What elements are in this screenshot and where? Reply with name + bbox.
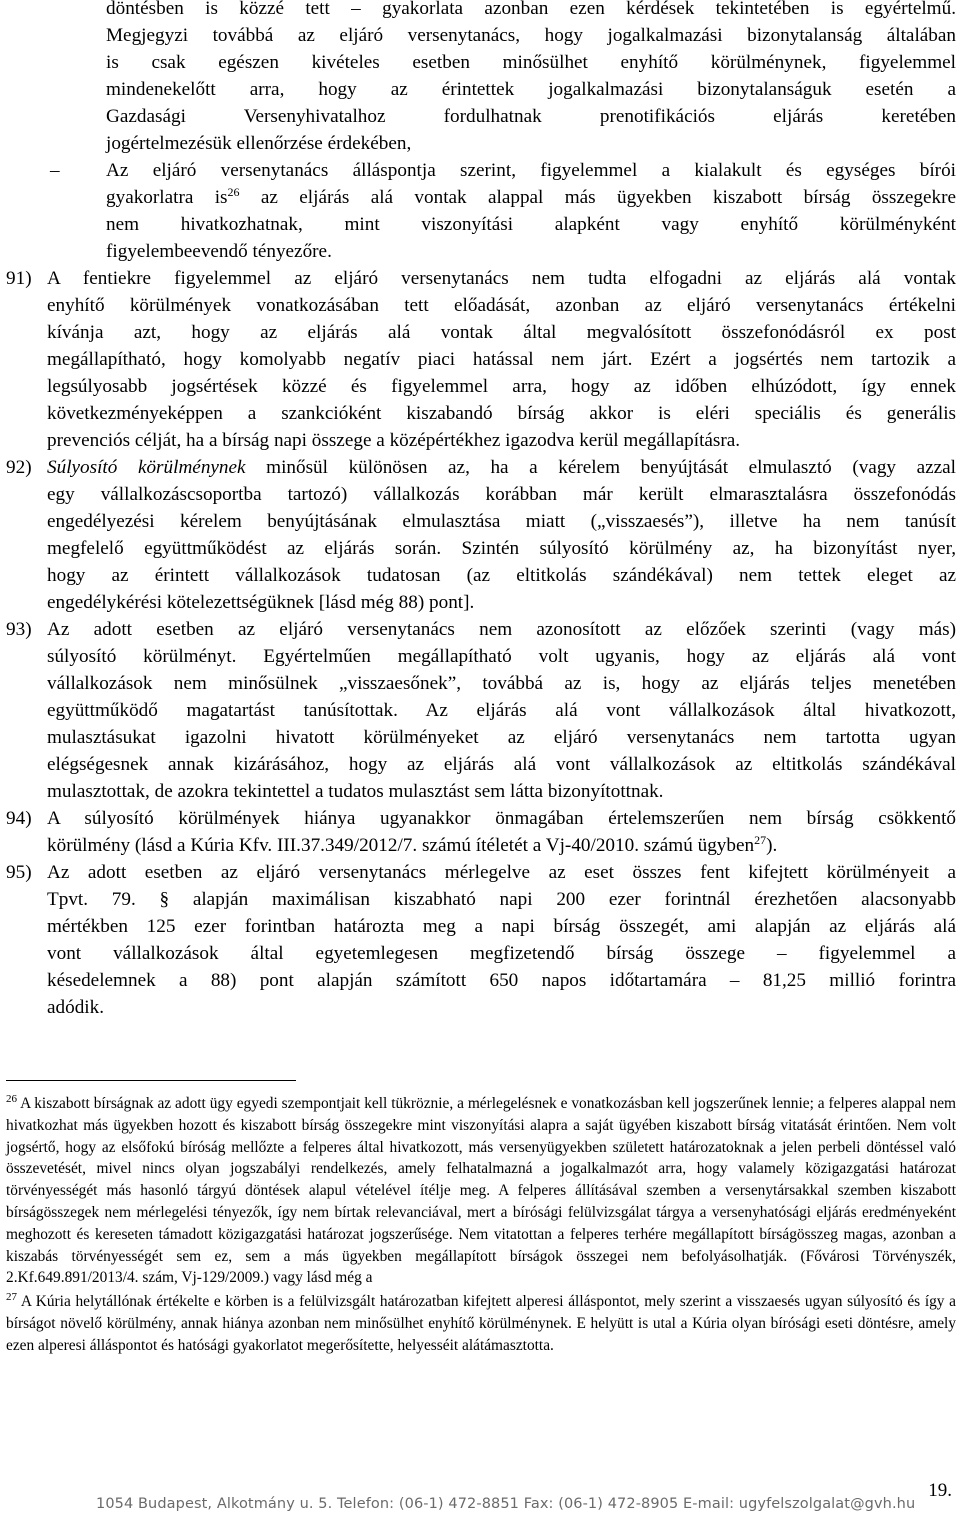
- bullet-item: [6, 157, 956, 265]
- text-segment: minősül különösen az, ha a kérelem benyújtását elmulasztó (vagy azzal: [245, 457, 957, 478]
- paragraph-number: 94): [6, 808, 32, 829]
- text-line: megfelelő együttműködést az eljárás során. Szintén súlyosító körülmény az, ha bizonyítást nyer,: [47, 538, 956, 559]
- text-segment: körülmény (lásd a Kúria Kfv. III.37.349/2012/7. számú ítéletét a Vj-40/2010. számú ügyben: [47, 835, 755, 856]
- text-line: [47, 454, 956, 481]
- bullet-line: nem hivatkozhatnak, mint viszonyítási alapként vagy enyhítő körülményként: [106, 214, 956, 235]
- intro-block: [6, 0, 956, 157]
- page-number: 19.: [928, 1480, 952, 1501]
- italic-term: Súlyosító körülménynek: [47, 457, 246, 478]
- text-line: legsúlyosabb jogsértések közzé és figyelemmel arra, hogy az időben elhúzódott, így ennek: [47, 376, 956, 397]
- text-line: Az adott esetben az eljáró versenytanács nem azonosított az előzőek szerinti (vagy más): [47, 619, 956, 640]
- text-line: mulasztottak, de azokra tekintettel a tudatos mulasztást sem látta bizonyítottnak.: [47, 781, 664, 802]
- footnote-separator: [6, 1080, 296, 1081]
- text-line: következményeképpen a szankcióként kiszabandó bírság akkor is eléri speciális és generális: [47, 403, 956, 424]
- text-line: döntésben is közzé tett – gyakorlata azonban ezen kérdések tekintetében is egyértelmű.: [106, 0, 956, 19]
- bullet-text: gyakorlatra is: [106, 187, 228, 208]
- text-line: engedélyezési kérelem benyújtásának elmulasztása miatt („visszaesés”), illetve ha nem tanúsít: [47, 511, 956, 532]
- main-text: [6, 0, 956, 1021]
- bullet-text: az eljárás alá vontak alappal más ügyekben kiszabott bírság összegekre: [239, 187, 956, 208]
- text-line: Tpvt. 79. § alapján maximálisan kiszabható napi 200 ezer forintnál érezhetően alacsonyabb: [47, 889, 956, 910]
- text-line: Az adott esetben az eljáró versenytanács mérlegelve az eset összes fent kifejtett körülményeit a: [47, 862, 956, 883]
- text-line: elégségesnek annak kizárásához, hogy az eljárás alá vont vállalkozások az eltitkolás szándékával: [47, 754, 956, 775]
- text-line: együttműködő magatartást tanúsítottak. Az eljárás alá vont vállalkozások által hivatkozott,: [47, 700, 956, 721]
- text-line: Gazdasági Versenyhivatalhoz fordulhatnak prenotifikációs eljárás keretében: [106, 106, 956, 127]
- footnotes: [6, 1093, 956, 1357]
- text-line: mulasztásukat igazolni hivatott körülményeket az eljáró versenytanács nem tartotta ugyan: [47, 727, 956, 748]
- paragraph-95: [6, 859, 956, 1021]
- text-line: Megjegyzi továbbá az eljáró versenytanács, hogy jogalkalmazási bizonytalanság általában: [106, 25, 956, 46]
- footnote-number: 26: [6, 1093, 17, 1105]
- paragraph-93: [6, 616, 956, 805]
- text-line: mértékben 125 ezer forintban határozta meg a napi bírság összegét, ami alapján az eljárás alá: [47, 916, 956, 937]
- text-line: A súlyosító körülmények hiánya ugyanakkor önmagában értelemszerűen nem bírság csökkentő: [47, 808, 956, 829]
- text-line: is csak egészen kivételes esetben minősülhet enyhítő körülménynek, figyelemmel: [106, 52, 956, 73]
- text-line: enyhítő körülmények vonatkozásában tett előadását, azonban az eljáró versenytanács értékelni: [47, 295, 956, 316]
- text-line: egy vállalkozáscsoportba tartozó) vállalkozás korábban már került elmarasztalásra összefonódás: [47, 484, 956, 505]
- footnote-26: [6, 1093, 956, 1289]
- footnote-number: 27: [6, 1291, 17, 1304]
- footnote-text: A Kúria helytállónak értékelte e körben is a felülvizsgált határozatban kifejtett alperesi álláspontot, mely szerint a visszaesés ugyan súlyosító és így a bírságot növelő körülmény, annak hiánya azonban nem minősülhet enyhítő körülménynek. E helyütt is utal a Kúria olyan bírósági eseti döntésre, amely ezen alperesi álláspontot és hatósági gyakorlatot megerősítette, helyesséit alátámasztotta.: [6, 1293, 956, 1354]
- text-line: [47, 832, 956, 859]
- footnote-ref-27[interactable]: 27: [754, 833, 767, 847]
- text-line: adódik.: [47, 997, 105, 1018]
- paragraph-91: [6, 265, 956, 454]
- page-footer: 1054 Budapest, Alkotmány u. 5. Telefon: (06-1) 472-8851 Fax: (06-1) 472-8905 E-mail: ugyfelszolgalat@gvh.hu: [96, 1496, 916, 1512]
- paragraph-92: [6, 454, 956, 616]
- paragraph-number: 93): [6, 619, 32, 640]
- paragraph-number: 91): [6, 268, 32, 289]
- text-line: A fentiekre figyelemmel az eljáró versenytanács nem tudta elfogadni az eljárás alá vontak: [47, 268, 956, 289]
- bullet-line: figyelembeevendő tényezőre.: [106, 241, 332, 262]
- bullet-line: [6, 184, 956, 211]
- text-line: késedelemnek a 88) pont alapján számított 650 napos időtartamára – 81,25 millió forintra: [47, 970, 956, 991]
- footnote-ref-26[interactable]: 26: [227, 185, 240, 199]
- text-line: vont vállalkozások által egyetemlegesen megfizetendő bírság összege – figyelemmel a: [47, 943, 956, 964]
- bullet-text: Az eljáró versenytanács álláspontja szerint, figyelemmel a kialakult és egységes bírói: [106, 160, 956, 181]
- text-line: hogy az érintett vállalkozások tudatosan (az eltitkolás szándékával) nem tettek eleget az: [47, 565, 956, 586]
- text-line: engedélykérési kötelezettségüknek [lásd még 88) pont].: [47, 592, 475, 613]
- paragraph-number: 95): [6, 862, 32, 883]
- text-segment: ).: [766, 835, 778, 856]
- dash-bullet: –: [50, 160, 60, 181]
- bullet-line: [6, 157, 956, 184]
- text-line: prevenciós célját, ha a bírság napi összege a középértékhez igazodva kerül megállapításra.: [47, 430, 741, 451]
- text-line: vállalkozások nem minősülnek „visszaesőnek”, továbbá az is, hogy az eljárás teljes menetében: [47, 673, 956, 694]
- text-line: jogértelmezésük ellenőrzése érdekében,: [106, 133, 412, 154]
- text-line: megállapítható, hogy komolyabb negatív piaci hatással nem járt. Ezért a jogsértés nem tartozik a: [47, 349, 956, 370]
- paragraph-94: [6, 805, 956, 859]
- text-line: kívánja azt, hogy az eljárás alá vontak által megvalósított összefonódásról ex post: [47, 322, 956, 343]
- text-line: mindenekelőtt arra, hogy az érintettek jogalkalmazási bizonytalanságuk esetén a: [106, 79, 956, 100]
- footnote-27: [6, 1291, 956, 1356]
- paragraph-number: 92): [6, 457, 32, 478]
- footnote-text: A kiszabott bírságnak az adott ügy egyedi szempontjait kell tükröznie, a mérlegelésnek e vonatkozásban kell jogszerűnek lennie; a felperes alappal nem hivatkozhat más ügyekben hozott és kiszabott bírság összegekre mint viszonyítási alapra a saját ügyében kiszabott bírság vitatását érintően. Nem volt jogsértő, hogy az elsőfokú bíróság mellőzte a felperes által hivatkozott, más versenyügyekben született határozatoknak a jelen perbeli döntéssel való összevetését, mivel nincs olyan jogszabályi rendelkezés, amely felhatalmazná a jogalkalmazót arra, hogy valamely közigazgatási határozat törvényességét más hasonló tárgyú döntések alapul vételével ítélje meg. A felperes állításával szemben a versenytársakkal szemben kiszabott bírságösszegek nem mérlegelési tényezők, így nem bírtak relevanciával, mert a bírósági felülvizsgálat tárgya a versenyhatósági eljárás eredményeként meghozott és kereseten támadott közigazgatási határozat jogszerűsége. Nem vitatottan a felperes terhére megállapított bírságösszeg magas, azonban a kiszabás törvényességét sem ez, sem a más ügyekben megállapított bírságok összegei nem befolyásolhatják. (Fővárosi Törvényszék, 2.Kf.649.891/2013/4. szám, Vj-129/2009.) vagy lásd még a: [6, 1095, 956, 1287]
- text-line: súlyosító körülményt. Egyértelműen megállapítható volt ugyanis, hogy az eljárás alá vont: [47, 646, 956, 667]
